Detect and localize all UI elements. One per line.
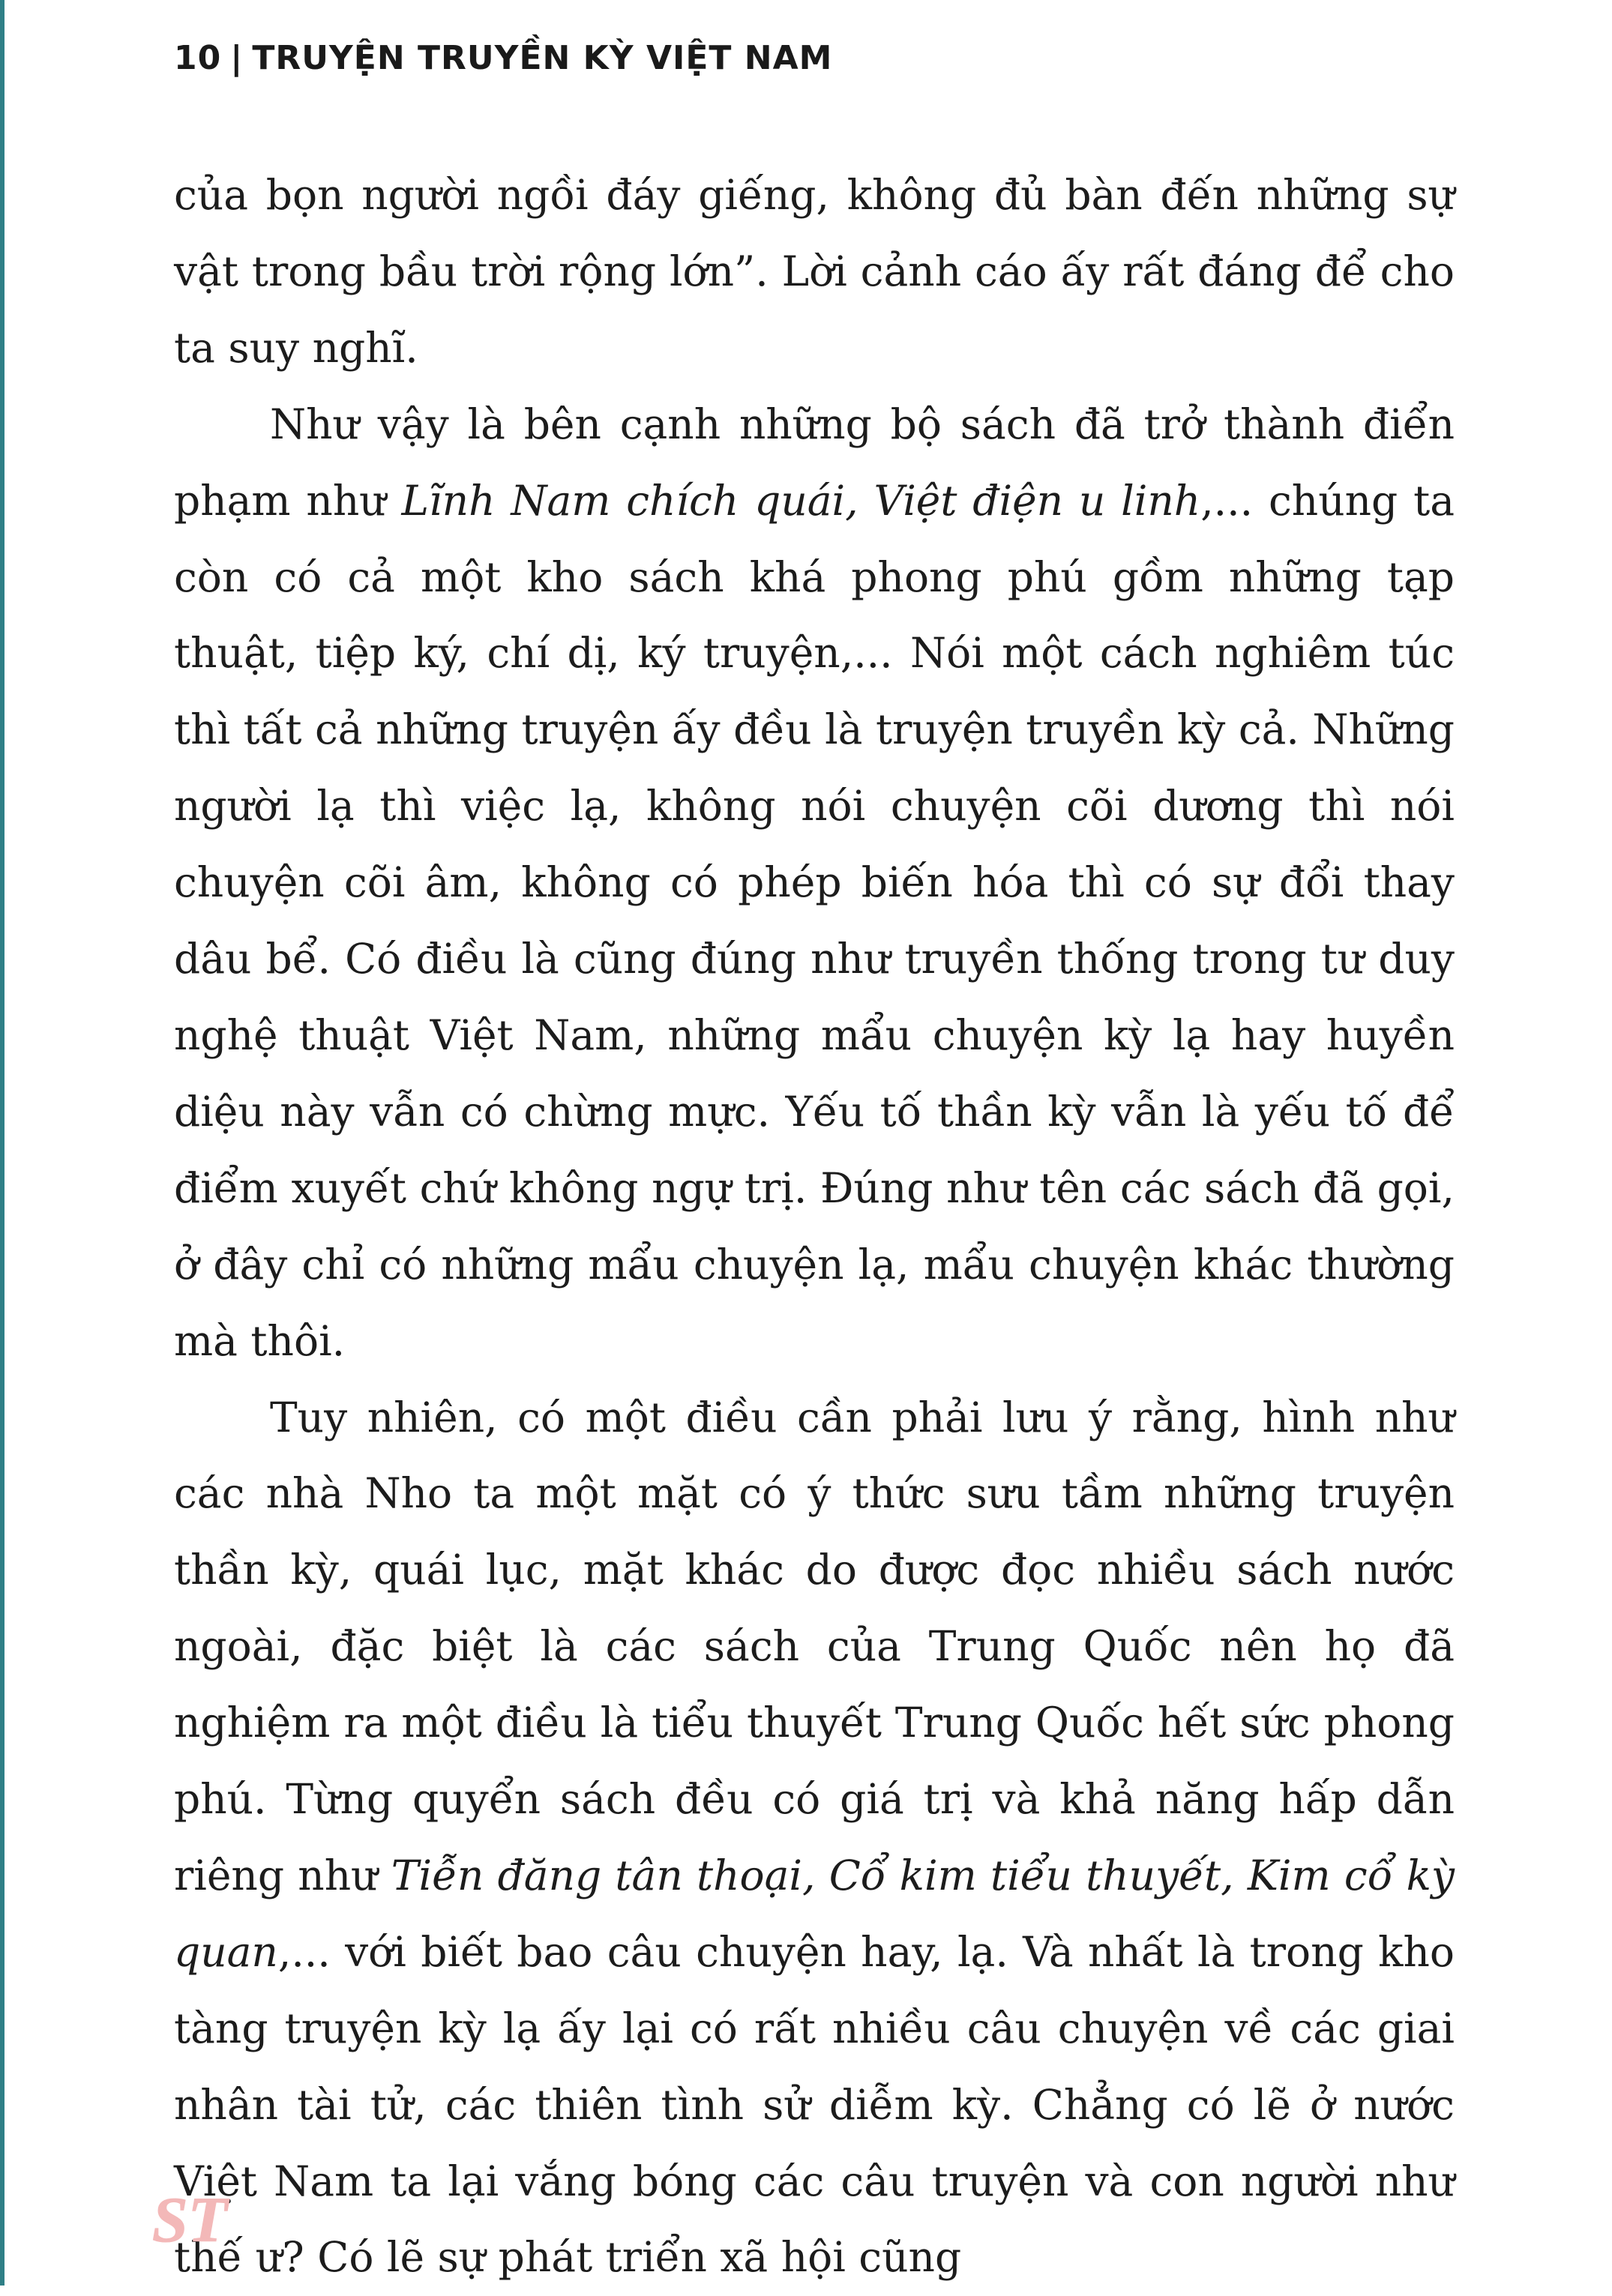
running-header (174, 39, 832, 77)
paragraph-2-text-a: Như vậy là bên cạnh những bộ sách đã trở thành điển phạm như (174, 400, 1455, 525)
paragraph-3 (174, 1380, 1455, 2296)
publisher-logo (156, 2180, 223, 2255)
page-edge (0, 0, 4, 2286)
paragraph-2-text-b: ,... chúng ta còn có cả một kho sách khá phong phú gồm những tạp thuật, tiệp ký, chí dị, ký truyện,... Nói một cách nghiêm túc thì tất cả những truyện ấy đều là truyện truyền kỳ cả. Những người lạ thì việc lạ, không nói chuyện cõi dương thì nói chuyện cõi âm, không có phép biến hóa thì có sự đổi thay dâu bể. Có điều là cũng đúng như truyền thống trong tư duy nghệ thuật Việt Nam, những mẩu chuyện kỳ lạ hay huyền diệu này vẫn có chừng mực. Yếu tố thần kỳ vẫn là yếu tố để điểm xuyết chứ không ngự trị. Đúng như tên các sách đã gọi, ở đây chỉ có những mẩu chuyện lạ, mẩu chuyện khác thường mà thôi. (174, 477, 1455, 1365)
body-text (174, 157, 1455, 2296)
paragraph-3-text-b: ,... với biết bao câu chuyện hay, lạ. Và nhất là trong kho tàng truyện kỳ lạ ấy lại có rất nhiều câu chuyện về các giai nhân tài tử, các thiên tình sử diễm kỳ. Chẳng có lẽ ở nước Việt Nam ta lại vắng bóng các câu truyện và con người như thế ư? Có lẽ sự phát triển xã hội cũng (174, 1928, 1455, 2282)
header-separator: | (230, 39, 243, 77)
paragraph-2-italic-titles: Lĩnh Nam chích quái, Việt điện u linh (402, 477, 1201, 525)
paragraph-3-italic-titles: Tiễn đăng tân thoại, Cổ kim tiểu thuyết, Kim cổ kỳ quan (174, 1851, 1455, 1976)
publisher-logo-text: ST (152, 2184, 230, 2256)
paragraph-2 (174, 387, 1455, 1380)
paragraph-3-text-a: Tuy nhiên, có một điều cần phải lưu ý rằng, hình như các nhà Nho ta một mặt có ý thức sưu tầm những truyện thần kỳ, quái lục, mặt khác do được đọc nhiều sách nước ngoài, đặc biệt là các sách của Trung Quốc nên họ đã nghiệm ra một điều là tiểu thuyết Trung Quốc hết sức phong phú. Từng quyển sách đều có giá trị và khả năng hấp dẫn riêng như (174, 1393, 1455, 1899)
book-title: TRUYỆN TRUYỀN KỲ VIỆT NAM (252, 39, 832, 77)
paragraph-1: của bọn người ngồi đáy giếng, không đủ bàn đến những sự vật trong bầu trời rộng lớn”. Lời cảnh cáo ấy rất đáng để cho ta suy nghĩ. (174, 157, 1455, 387)
page-number: 10 (174, 39, 221, 77)
